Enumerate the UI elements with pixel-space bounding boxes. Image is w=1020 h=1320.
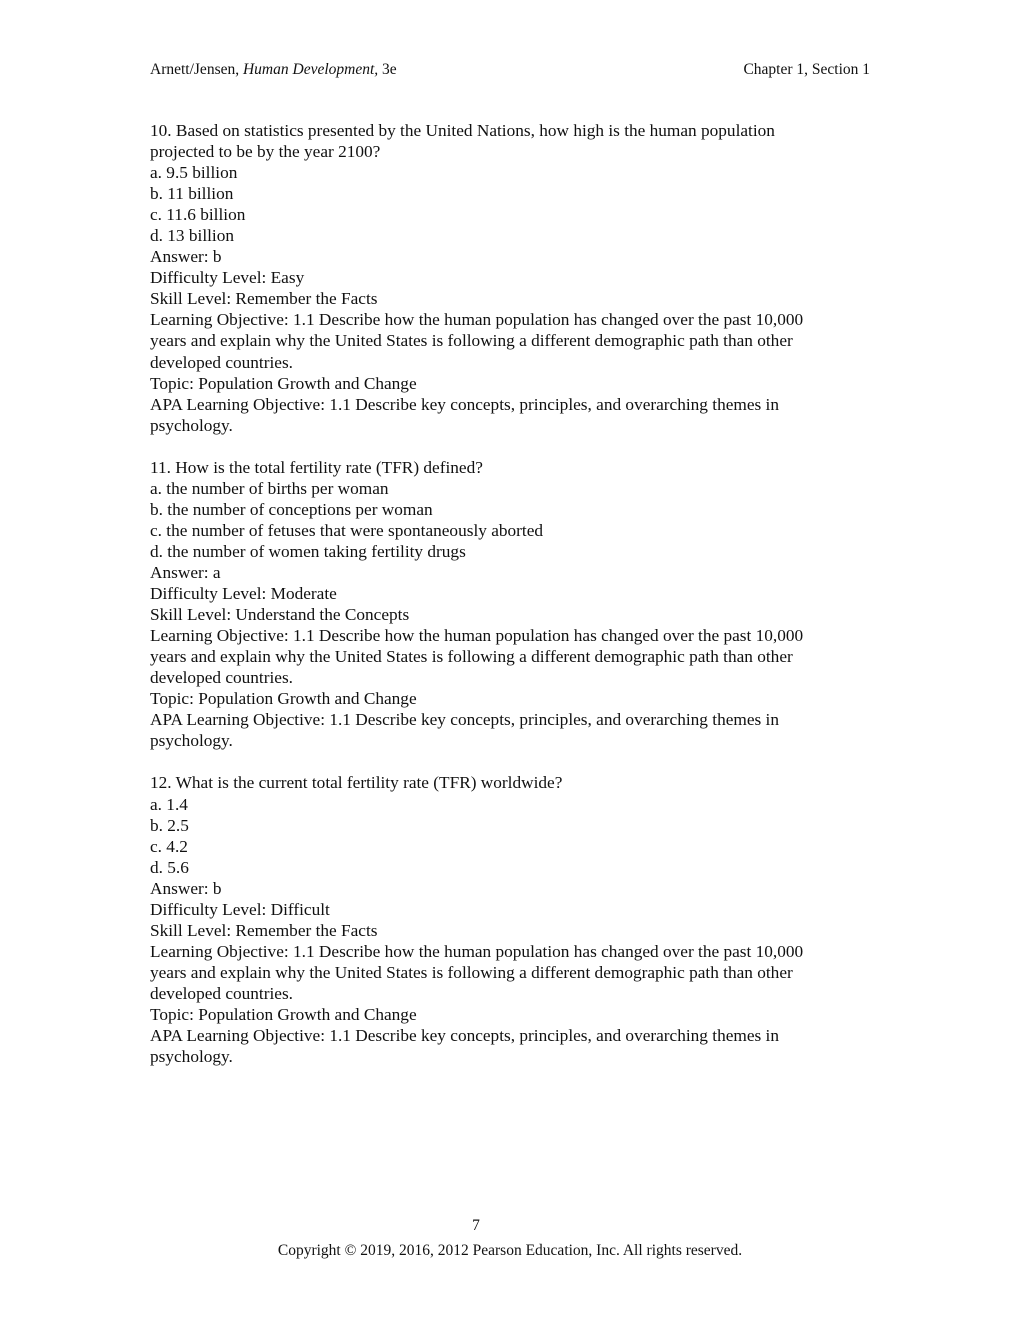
apa-learning-objective-end: psychology. [150,731,233,751]
question-stem-continued: projected to be by the year 2100? [150,142,381,162]
option-a: a. the number of births per woman [150,478,389,498]
question-list [150,120,870,1088]
skill-level: Skill Level: Remember the Facts [150,289,378,309]
option-c: c. 4.2 [150,836,188,856]
header-book-citation [150,60,397,80]
question-stem: 11. How is the total fertility rate (TFR) defined? [150,457,483,477]
question-12 [150,772,870,1067]
option-b: b. 11 billion [150,184,234,204]
answer: Answer: b [150,878,222,898]
header-edition: 3e [378,61,397,78]
option-d: d. the number of women taking fertility drugs [150,541,466,561]
difficulty-level: Difficulty Level: Easy [150,268,305,288]
skill-level: Skill Level: Remember the Facts [150,920,378,940]
topic: Topic: Population Growth and Change [150,373,417,393]
page-number: 7 [472,1217,480,1234]
topic: Topic: Population Growth and Change [150,1004,417,1024]
apa-learning-objective: APA Learning Objective: 1.1 Describe key concepts, principles, and overarching themes in [150,394,779,414]
learning-objective: Learning Objective: 1.1 Describe how the human population has changed over the past 10,000 [150,310,804,330]
apa-learning-objective-end: psychology. [150,415,233,435]
apa-learning-objective-end: psychology. [150,1047,233,1067]
question-stem: 10. Based on statistics presented by the United Nations, how high is the human population [150,121,775,140]
learning-objective-end: developed countries. [150,983,294,1003]
option-b: b. 2.5 [150,815,189,835]
difficulty-level: Difficulty Level: Moderate [150,584,337,604]
learning-objective-continued: years and explain why the United States is following a different demographic path than other [150,962,793,982]
learning-objective: Learning Objective: 1.1 Describe how the human population has changed over the past 10,000 [150,626,804,646]
learning-objective-continued: years and explain why the United States is following a different demographic path than other [150,331,793,351]
question-stem: 12. What is the current total fertility rate (TFR) worldwide? [150,773,563,793]
header-authors: Arnett/Jensen, [150,61,243,78]
header-section: Chapter 1, Section 1 [743,61,870,78]
apa-learning-objective: APA Learning Objective: 1.1 Describe key concepts, principles, and overarching themes in [150,710,779,730]
skill-level: Skill Level: Understand the Concepts [150,605,410,625]
header-book-title: Human Development, [242,61,379,78]
option-c: c. 11.6 billion [150,205,246,225]
difficulty-level: Difficulty Level: Difficult [150,899,330,919]
answer: Answer: b [150,247,222,267]
copyright-notice: Copyright © 2019, 2016, 2012 Pearson Education, Inc. All rights reserved. [277,1242,743,1259]
option-a: a. 9.5 billion [150,163,238,183]
question-10 [150,120,870,436]
answer: Answer: a [150,562,221,582]
option-d: d. 5.6 [150,857,189,877]
option-b: b. the number of conceptions per woman [150,499,433,519]
page-header [150,60,870,80]
learning-objective-end: developed countries. [150,352,294,372]
learning-objective-end: developed countries. [150,668,294,688]
question-11 [150,457,870,752]
option-c: c. the number of fetuses that were spontaneously aborted [150,520,544,540]
learning-objective-continued: years and explain why the United States is following a different demographic path than other [150,647,793,667]
option-d: d. 13 billion [150,226,235,246]
learning-objective: Learning Objective: 1.1 Describe how the human population has changed over the past 10,000 [150,941,804,961]
apa-learning-objective: APA Learning Objective: 1.1 Describe key concepts, principles, and overarching themes in [150,1026,779,1046]
topic: Topic: Population Growth and Change [150,689,417,709]
option-a: a. 1.4 [150,794,188,814]
